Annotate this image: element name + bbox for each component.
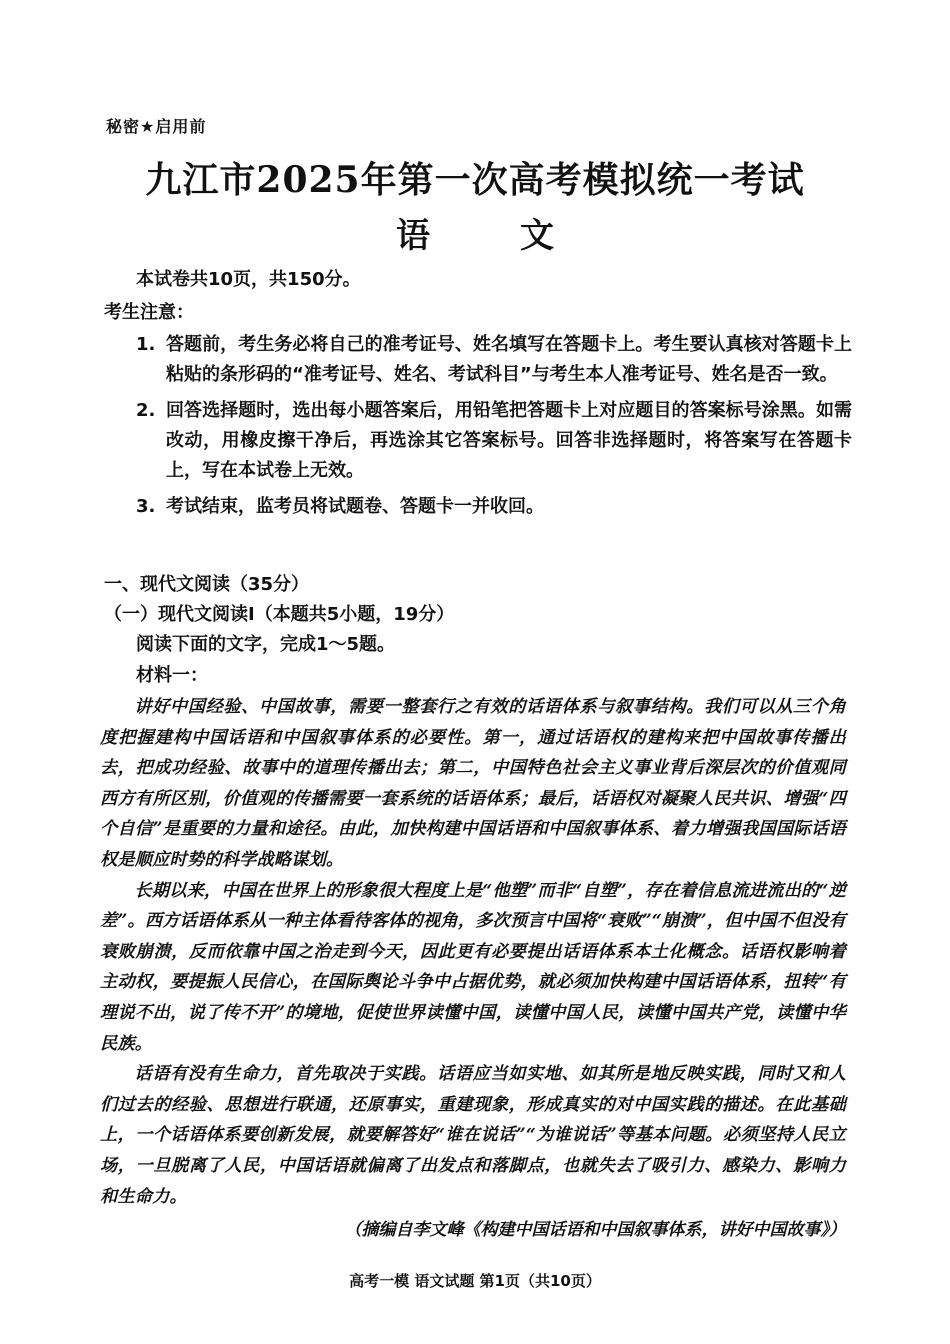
- notice-item-text: 回答选择题时，选出每小题答案后，用铅笔把答题卡上对应题目的答案标号涂黑。如需改动，用橡皮擦干净后，再选涂其它答案标号。回答非选择题时，将答案写在答题卡上，写在本试卷上无效。: [166, 400, 852, 481]
- reading-instruction: 阅读下面的文字，完成1～5题。: [136, 634, 396, 655]
- notice-item-number: 2.: [136, 400, 156, 421]
- exam-info: 本试卷共10页，共150分。: [136, 269, 361, 290]
- subject-char-2: 文: [520, 216, 554, 256]
- notice-heading: 考生注意：: [104, 302, 194, 323]
- passage-source: （摘编自李文峰《构建中国话语和中国叙事体系，讲好中国故事》）: [344, 1220, 846, 1240]
- secret-label: 秘密★启用前: [106, 117, 207, 136]
- notice-item: [136, 396, 852, 486]
- passage-paragraph: 讲好中国经验、中国故事，需要一整套行之有效的话语体系与叙事结构。我们可以从三个角度把握建构中国话语和中国叙事体系的必要性。第一，通过话语权的建构来把中国故事传播出去，把成功经验、故事中的道理传播出去；第二，中国特色社会主义事业背后深层次的价值观同西方有所区别，价值观的传播需要一套系统的话语体系；最后，话语权对凝聚人民共识、增强“四个自信”是重要的力量和途径。由此，加快构建中国话语和中国叙事体系、着力增强我国国际话语权是顺应时势的科学战略谋划。: [100, 697, 846, 870]
- subject-title: [0, 208, 950, 257]
- subject-char-1: 语: [396, 216, 430, 256]
- passage-paragraph: 话语有没有生命力，首先取决于实践。话语应当如实地、如其所是地反映实践，同时又和人们过去的经验、思想进行联通，还原事实，重建现象，形成真实的对中国实践的描述。在此基础上，一个话语体系要创新发展，就要解答好“谁在说话”“为谁说话”等基本问题。必须坚持人民立场，一旦脱离了人民，中国话语就偏离了出发点和落脚点，也就失去了吸引力、感染力、影响力和生命力。: [100, 1064, 846, 1207]
- section-heading: 一、现代文阅读（35分）: [104, 574, 310, 595]
- notice-item-number: 1.: [136, 334, 156, 355]
- notice-list: [136, 330, 852, 528]
- notice-item-number: 3.: [136, 496, 156, 517]
- exam-title: 九江市2025年第一次高考模拟统一考试: [145, 159, 805, 201]
- notice-item-text: 答题前，考生务必将自己的准考证号、姓名填写在答题卡上。考生要认真核对答题卡上粘贴的条形码的“准考证号、姓名、考试科目”与考生本人准考证号、姓名是否一致。: [166, 334, 852, 385]
- page-footer: 高考一模 语文试题 第1页（共10页）: [349, 1272, 601, 1290]
- material-label: 材料一：: [136, 665, 208, 686]
- reading-passage: [100, 692, 846, 1212]
- notice-item-text: 考试结束，监考员将试题卷、答题卡一并收回。: [166, 496, 544, 517]
- subsection-heading: （一）现代文阅读Ⅰ（本题共5小题，19分）: [104, 604, 455, 625]
- notice-item: [136, 330, 852, 390]
- passage-paragraph: 长期以来，中国在世界上的形象很大程度上是“他塑”而非“自塑”，存在着信息流进流出的“逆差”。西方话语体系从一种主体看待客体的视角，多次预言中国将“衰败”“崩溃”，但中国不但没有衰败崩溃，反而依靠中国之治走到今天，因此更有必要提出话语体系本土化概念。话语权影响着主动权，要提振人民信心，在国际舆论斗争中占据优势，就必须加快构建中国话语体系，扭转“有理说不出，说了传不开”的境地，促使世界读懂中国，读懂中国人民，读懂中国共产党，读懂中华民族。: [100, 880, 846, 1054]
- notice-item: [136, 492, 852, 522]
